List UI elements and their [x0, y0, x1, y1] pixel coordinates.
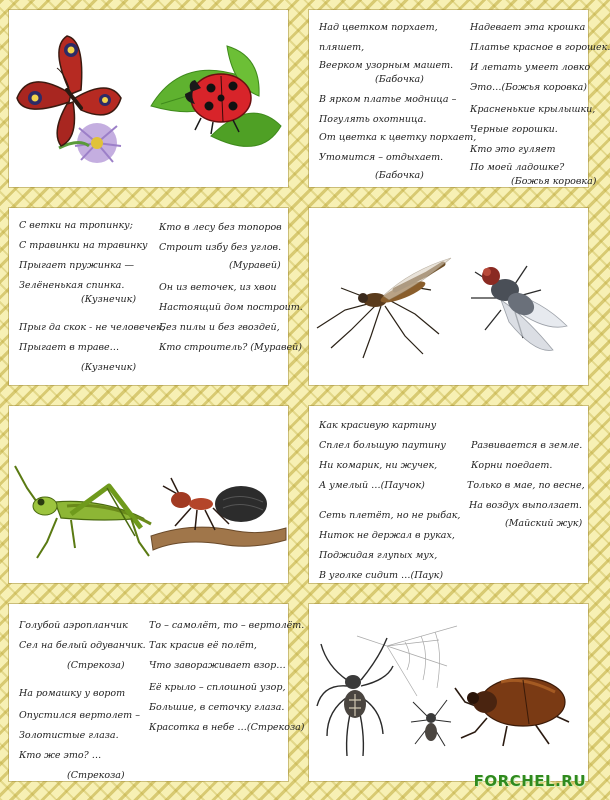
butterfly-illustration — [9, 28, 149, 168]
riddle-answer: (Майский жук) — [505, 518, 583, 529]
mosquito-illustration — [311, 250, 456, 360]
riddle-line: Над цветком порхает, — [319, 22, 438, 33]
riddle-line: На ромашку у ворот — [19, 688, 126, 699]
card-butterfly-ladybug — [9, 10, 288, 187]
riddle-answer: (Бабочка) — [375, 74, 424, 85]
riddle-line: Опустился вертолет – — [19, 710, 140, 721]
riddle-line: Её крыло – сплошной узор, — [149, 682, 286, 693]
riddle-line: Ни комарик, ни жучек, — [319, 460, 438, 471]
riddle-line: Так красив её полёт, — [149, 640, 257, 651]
riddle-line: пляшет, — [319, 42, 365, 53]
riddle-line: Прыг да скок - не человечек, — [19, 322, 165, 333]
riddle-line: С травинки на травинку — [19, 240, 148, 251]
twig — [151, 527, 286, 550]
card-riddles-grasshopper-ant — [9, 208, 303, 385]
riddle-line: С ветки на тропинку; — [19, 220, 133, 231]
spider-web — [357, 626, 457, 696]
riddle-answer: (Муравей) — [229, 260, 281, 271]
ant-illustration — [151, 464, 286, 564]
riddle-answer: (Кузнечик) — [81, 362, 137, 373]
riddle-line: Кто же это? … — [19, 750, 102, 761]
riddle-line: По моей ладошке? — [470, 162, 565, 173]
riddle-line: То – самолёт, то – вертолёт. — [149, 620, 305, 631]
card-riddles-spider-beetle — [309, 406, 588, 583]
riddle-answer: (Стрекоза) — [67, 770, 125, 781]
ladybug-illustration — [141, 36, 286, 166]
riddle-line: А умелый …(Паучок) — [319, 480, 425, 491]
riddle-answer: (Божья коровка) — [511, 176, 597, 187]
riddle-line: Кто в лесу без топоров — [159, 222, 282, 233]
riddle-line: Платье красное в горошек. — [470, 42, 610, 53]
riddle-line: От цветка к цветку порхает, — [319, 132, 477, 143]
riddle-line: Золотистые глаза. — [19, 730, 119, 741]
card-mosquito-fly — [309, 208, 588, 385]
riddle-line: Сел на белый одуванчик. — [19, 640, 146, 651]
riddle-line: Развивается в земле. — [471, 440, 583, 451]
riddle-line: Это…(Божья коровка) — [470, 82, 587, 93]
riddle-line: Кто это гуляет — [470, 144, 556, 155]
riddle-line: Погулять охотница. — [319, 114, 427, 125]
riddle-line: Как красивую картину — [319, 420, 437, 431]
riddle-line: Большие, в сеточку глаза. — [149, 702, 285, 713]
riddle-line: Ниток не держал в руках, — [319, 530, 455, 541]
riddle-line: Прыгает пружинка — — [19, 260, 134, 271]
grasshopper-illustration — [11, 458, 161, 558]
riddle-line: Утомится – отдыхает. — [319, 152, 444, 163]
riddle-line: Зелёненькая спинка. — [19, 280, 125, 291]
riddle-line: Корни поедает. — [471, 460, 553, 471]
fly-illustration — [457, 246, 577, 366]
riddle-answer: (Стрекоза) — [67, 660, 125, 671]
riddle-line: Что завораживает взор… — [149, 660, 286, 671]
riddle-line: Красотка в небе …(Стрекоза) — [149, 722, 305, 733]
riddle-line: В ярком платье модница – — [319, 94, 457, 105]
riddle-line: Поджидая глупых мух, — [319, 550, 438, 561]
riddle-line: И летать умеет ловко — [470, 62, 591, 73]
riddle-line: Без пилы и без гвоздей, — [159, 322, 280, 333]
card-grasshopper-ant — [9, 406, 288, 583]
riddle-line: Веерком узорным машет. — [319, 60, 454, 71]
riddle-line: Прыгает в траве… — [19, 342, 120, 353]
card-riddles-butterfly-ladybug — [309, 10, 610, 187]
riddle-line: Голубой аэропланчик — [19, 620, 128, 631]
site-watermark: FORCHEL.RU — [473, 772, 586, 790]
may-beetle-illustration — [451, 662, 581, 752]
riddle-line: Только в мае, по весне, — [467, 480, 585, 491]
spider-illustration — [317, 626, 457, 771]
riddle-line: В уголке сидит …(Паук) — [319, 570, 444, 581]
card-spider-beetle — [309, 604, 588, 781]
riddle-line: Надевает эта крошка — [470, 22, 586, 33]
riddle-line: Черные горошки. — [470, 124, 558, 135]
riddle-line: Сеть плетёт, но не рыбак, — [319, 510, 461, 521]
riddle-answer: (Кузнечик) — [81, 294, 137, 305]
riddle-line: Он из веточек, из хвои — [159, 282, 277, 293]
card-riddles-dragonfly — [9, 604, 305, 781]
riddle-line: Кто строитель? (Муравей) — [159, 342, 302, 353]
riddle-answer: (Бабочка) — [375, 170, 424, 181]
riddle-line: Красненькие крылышки, — [470, 104, 596, 115]
riddle-line: Строит избу без углов. — [159, 242, 282, 253]
riddle-line: На воздух выползает. — [469, 500, 582, 511]
riddle-line: Сплел большую паутину — [319, 440, 446, 451]
riddle-line: Настоящий дом построит. — [159, 302, 303, 313]
